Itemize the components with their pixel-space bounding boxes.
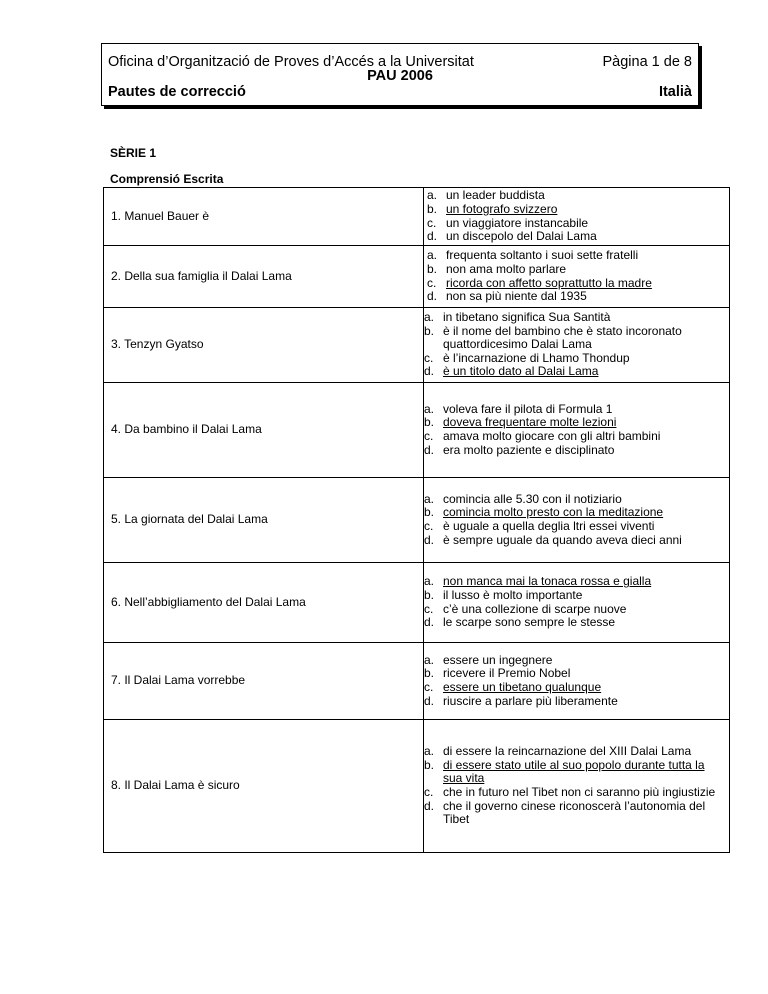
option-text: frequenta soltanto i suoi sette fratelli xyxy=(446,248,639,263)
answer-option xyxy=(424,430,723,444)
answer-option xyxy=(424,745,723,759)
option-text: che il governo cinese riconoscerà l’autonomia del Tibet xyxy=(443,798,706,827)
option-letter: c. xyxy=(424,429,434,443)
option-text: che in futuro nel Tibet non ci saranno più ingiustizie xyxy=(443,785,716,799)
correct-answer-text: doveva frequentare molte lezioni xyxy=(443,415,617,430)
option-letter: c. xyxy=(427,275,437,290)
correct-answer-text: un fotografo svizzero xyxy=(446,201,558,216)
answer-option xyxy=(424,695,723,709)
question-row xyxy=(104,643,730,720)
answer-option xyxy=(427,217,723,231)
correct-answer-option xyxy=(424,365,723,379)
questions-table xyxy=(103,187,730,853)
answer-options xyxy=(424,308,730,383)
option-letter: b. xyxy=(424,323,435,338)
option-text: un leader buddista xyxy=(446,188,545,203)
question-text: 7. Il Dalai Lama vorrebbe xyxy=(104,643,424,720)
answer-option xyxy=(424,493,723,507)
option-text: era molto paziente e disciplinato xyxy=(443,442,615,457)
option-letter: a. xyxy=(427,188,438,203)
option-letter: a. xyxy=(424,310,435,325)
answer-option xyxy=(424,616,723,630)
answer-options xyxy=(424,643,730,720)
option-text: voleva fare il pilota di Formula 1 xyxy=(443,401,613,416)
question-row xyxy=(104,563,730,643)
answer-option xyxy=(424,311,723,325)
option-text xyxy=(443,681,723,695)
answer-option xyxy=(424,352,723,366)
option-text: le scarpe sono sempre le stesse xyxy=(443,615,616,630)
option-text: è il nome del bambino che è stato incoronato quattordicesimo Dalai Lama xyxy=(443,323,682,352)
correct-answer-option xyxy=(424,416,723,430)
question-text: 1. Manuel Bauer è xyxy=(104,188,424,246)
page-number: Pàgina 1 de 8 xyxy=(602,54,692,70)
answer-option xyxy=(424,800,723,827)
option-letter: b. xyxy=(424,666,435,681)
correct-answer-option xyxy=(427,203,723,217)
answer-option xyxy=(424,534,723,548)
option-text: il lusso è molto importante xyxy=(443,587,583,602)
answer-option xyxy=(424,444,723,458)
option-letter: b. xyxy=(424,587,435,602)
organization-name: Oficina d’Organització de Proves d’Accés a la Universitat xyxy=(108,54,474,70)
answer-option xyxy=(427,189,723,203)
option-text xyxy=(443,365,723,379)
option-letter: d. xyxy=(424,532,435,547)
question-text: 3. Tenzyn Gyatso xyxy=(104,308,424,383)
option-text: comincia alle 5.30 con il notiziario xyxy=(443,491,622,506)
question-row xyxy=(104,308,730,383)
correct-answer-text: è un titolo dato al Dalai Lama xyxy=(443,364,599,379)
option-letter: a. xyxy=(424,744,435,759)
answer-option xyxy=(424,520,723,534)
answer-option xyxy=(424,603,723,617)
option-text xyxy=(443,416,723,430)
question-row xyxy=(104,383,730,478)
page-header xyxy=(101,43,699,106)
question-row xyxy=(104,720,730,853)
answer-option xyxy=(424,403,723,417)
answer-option xyxy=(424,667,723,681)
option-letter: b. xyxy=(427,201,438,216)
question-text: 6. Nell’abbigliamento del Dalai Lama xyxy=(104,563,424,643)
answer-options xyxy=(424,188,730,246)
option-text: un discepolo del Dalai Lama xyxy=(446,229,597,244)
option-letter: c. xyxy=(427,215,437,230)
option-letter: b. xyxy=(424,505,435,520)
option-letter: b. xyxy=(424,415,435,430)
answer-option xyxy=(427,249,723,263)
serie-heading: SÈRIE 1 xyxy=(110,146,157,160)
option-letter: a. xyxy=(424,574,435,589)
language-label: Italià xyxy=(658,84,692,100)
answer-option xyxy=(427,230,723,244)
answer-options xyxy=(424,383,730,478)
section-heading: Comprensió Escrita xyxy=(110,172,224,186)
question-text: 8. Il Dalai Lama è sicuro xyxy=(104,720,424,853)
answer-options xyxy=(424,720,730,853)
option-letter: a. xyxy=(424,491,435,506)
question-text: 2. Della sua famiglia il Dalai Lama xyxy=(104,246,424,308)
correct-answer-text: comincia molto presto con la meditazione xyxy=(443,505,664,520)
answer-options xyxy=(424,246,730,308)
correct-answer-text: essere un tibetano qualunque xyxy=(443,680,602,694)
option-letter: c. xyxy=(424,785,434,799)
option-text: amava molto giocare con gli altri bambini xyxy=(443,429,661,443)
option-letter: c. xyxy=(424,601,434,616)
option-letter: b. xyxy=(427,261,438,276)
correct-answer-option xyxy=(427,277,723,291)
option-letter: d. xyxy=(424,615,435,630)
option-text: non sa più niente dal 1935 xyxy=(446,289,587,304)
option-text xyxy=(446,203,723,217)
option-letter: a. xyxy=(427,248,438,263)
correct-answer-text: non manca mai la tonaca rossa e gialla xyxy=(443,574,652,589)
correct-answer-option xyxy=(424,575,723,589)
option-text xyxy=(443,506,723,520)
option-text xyxy=(446,277,723,291)
option-text: riuscire a parlare più liberamente xyxy=(443,693,618,708)
option-letter: a. xyxy=(424,652,435,667)
correct-answer-option xyxy=(424,681,723,695)
answer-option xyxy=(424,325,723,352)
option-text: ricevere il Premio Nobel xyxy=(443,666,571,681)
option-text: di essere la reincarnazione del XIII Dalai Lama xyxy=(443,744,692,759)
option-letter: b. xyxy=(424,757,435,772)
correct-answer-option xyxy=(424,759,723,786)
option-letter: d. xyxy=(427,289,438,304)
option-text: non ama molto parlare xyxy=(446,261,567,276)
exam-title: PAU 2006 xyxy=(367,68,433,84)
correct-answer-text: di essere stato utile al suo popolo durante tutta la sua vita xyxy=(443,757,705,786)
option-letter: c. xyxy=(424,519,434,533)
question-text: 5. La giornata del Dalai Lama xyxy=(104,478,424,563)
option-letter: d. xyxy=(427,229,438,244)
answer-option xyxy=(424,589,723,603)
option-text: è uguale a quella deglia ltri essei viventi xyxy=(443,519,655,533)
correct-answer-option xyxy=(424,506,723,520)
option-text: essere un ingegnere xyxy=(443,652,553,667)
answer-options xyxy=(424,563,730,643)
option-letter: d. xyxy=(424,364,435,379)
document-title: Pautes de correcció xyxy=(108,84,246,100)
option-text: in tibetano significa Sua Santità xyxy=(443,310,611,325)
answer-option xyxy=(427,263,723,277)
question-row xyxy=(104,478,730,563)
answer-option xyxy=(424,786,723,800)
option-letter: c. xyxy=(424,350,434,365)
answer-option xyxy=(427,290,723,304)
option-text: è l’incarnazione di Lhamo Thondup xyxy=(443,350,630,365)
question-text: 4. Da bambino il Dalai Lama xyxy=(104,383,424,478)
answer-options xyxy=(424,478,730,563)
question-row xyxy=(104,246,730,308)
option-text xyxy=(443,759,723,786)
option-letter: d. xyxy=(424,442,435,457)
option-letter: a. xyxy=(424,401,435,416)
option-text: c’è una collezione di scarpe nuove xyxy=(443,601,627,616)
question-row xyxy=(104,188,730,246)
option-text xyxy=(443,575,723,589)
option-letter: c. xyxy=(424,680,434,694)
option-letter: d. xyxy=(424,798,435,813)
option-letter: d. xyxy=(424,693,435,708)
answer-option xyxy=(424,654,723,668)
option-text: un viaggiatore instancabile xyxy=(446,215,589,230)
correct-answer-text: ricorda con affetto soprattutto la madre xyxy=(446,275,652,290)
option-text: è sempre uguale da quando aveva dieci anni xyxy=(443,532,682,547)
